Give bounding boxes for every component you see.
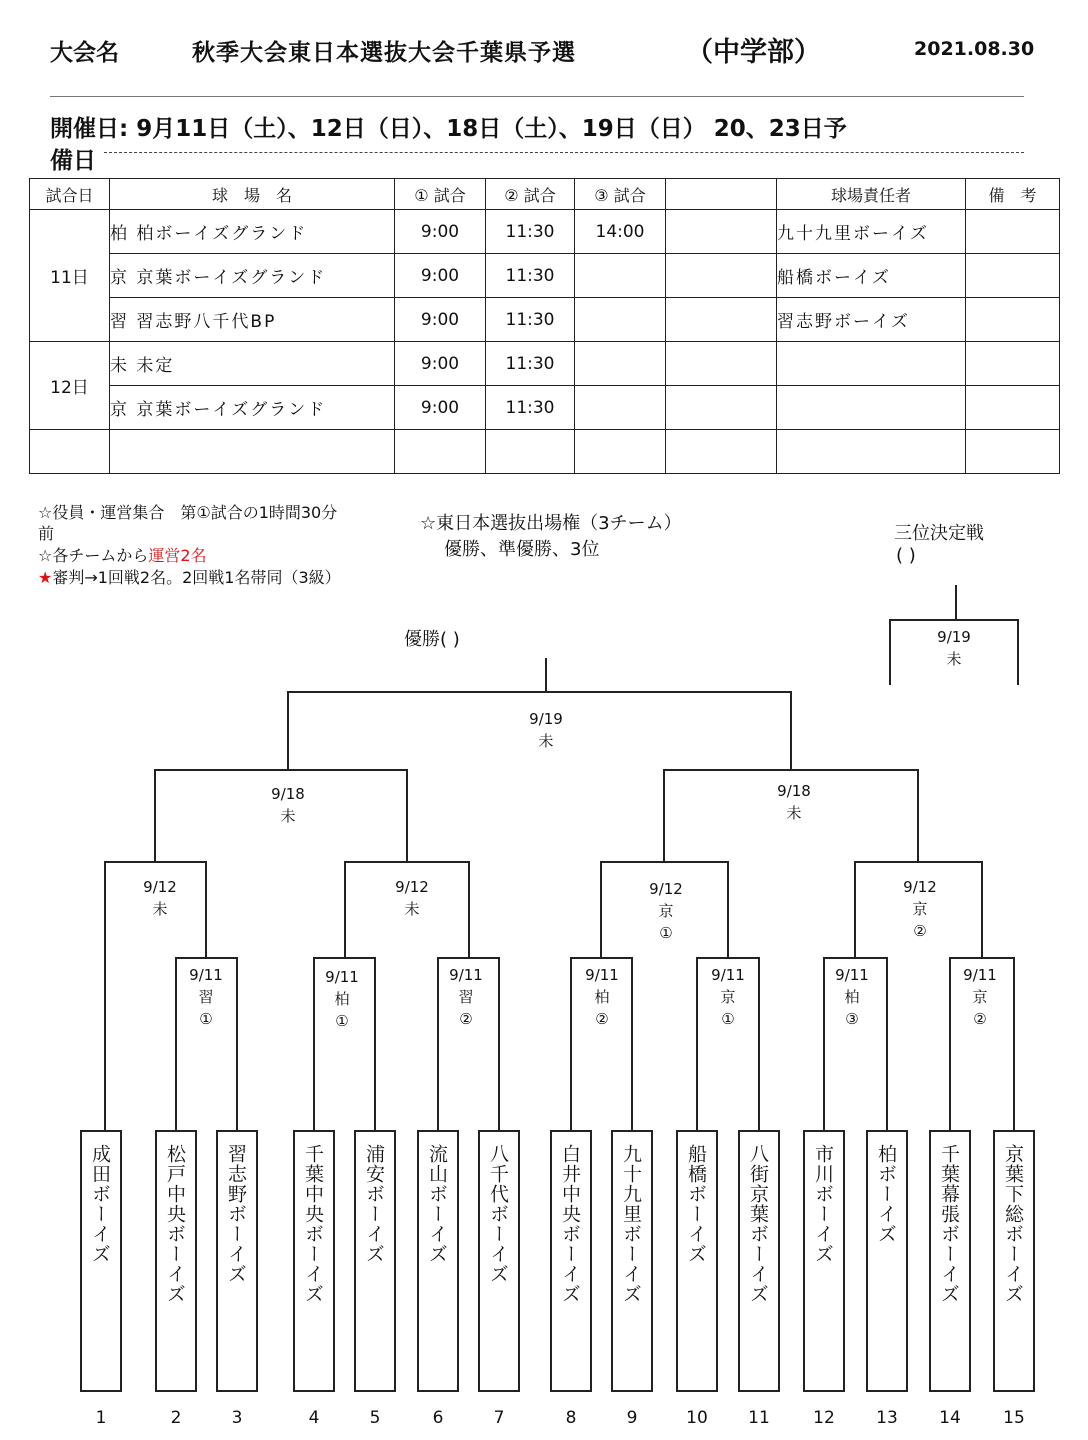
game2-cell: 11:30: [486, 298, 575, 342]
match-r1-c: 9/11 習 ②: [449, 966, 483, 1028]
match-third-place: 9/19 未: [937, 628, 971, 668]
team-number: 15: [1003, 1408, 1025, 1428]
match-r1-f: 9/11 柏 ③: [835, 966, 869, 1028]
match-r1-g: 9/11 京 ②: [963, 966, 997, 1028]
team-box: [993, 1130, 1035, 1392]
team-name: 成田ボーイズ: [89, 1144, 111, 1264]
team-box: [80, 1130, 122, 1392]
team-number: 8: [565, 1408, 577, 1428]
team-box: [216, 1130, 258, 1392]
match-r1-d: 9/11 柏 ②: [585, 966, 619, 1028]
match-qf1: 9/12 未: [143, 878, 177, 918]
team-box: [417, 1130, 459, 1392]
note-staff-meeting-cont: 前: [38, 524, 55, 543]
document-date: 2021.08.30: [914, 38, 1035, 60]
team-number: 2: [170, 1408, 182, 1428]
header-game1: ① 試合: [395, 179, 486, 210]
match-qf2: 9/12 未: [395, 878, 429, 918]
team-box: [611, 1130, 653, 1392]
team-number: 1: [95, 1408, 107, 1428]
event-dates-reserve: 備日: [50, 148, 96, 174]
header-venue: 球 場 名: [110, 179, 395, 210]
team-number: 7: [493, 1408, 505, 1428]
venue-cell: 京 京葉ボーイズグランド: [110, 254, 395, 298]
manager-cell: 習志野ボーイズ: [777, 298, 966, 342]
day-cell: 12日: [30, 342, 110, 430]
game2-cell: 11:30: [486, 386, 575, 430]
header-game2: ② 試合: [486, 179, 575, 210]
venue-cell: 未 未定: [110, 342, 395, 386]
game1-cell: 9:00: [395, 254, 486, 298]
division-label: （中学部）: [686, 37, 821, 68]
star-icon: ★: [38, 568, 53, 587]
game2-cell: 11:30: [486, 342, 575, 386]
team-box: [803, 1130, 845, 1392]
header-game3: ③ 試合: [575, 179, 666, 210]
team-name: 千葉中央ボーイズ: [302, 1144, 324, 1304]
event-dates: 開催日: 9月11日（土）、12日（日）、18日（土）、19日（日） 20、23日予: [50, 116, 847, 142]
team-number: 5: [369, 1408, 381, 1428]
match-qf4: 9/12 京 ②: [903, 878, 937, 940]
game1-cell: 9:00: [395, 210, 486, 254]
team-number: 9: [626, 1408, 638, 1428]
team-box: [550, 1130, 592, 1392]
game1-cell: 9:00: [395, 298, 486, 342]
team-number: 14: [939, 1408, 961, 1428]
note-staff-meeting: ☆役員・運営集合 第①試合の1時間30分: [38, 503, 338, 522]
note-umpires: ★審判→1回戦2名。2回戦1名帯同（3級）: [38, 568, 341, 587]
team-number: 12: [813, 1408, 835, 1428]
team-number: 6: [432, 1408, 444, 1428]
note-operations: ☆各チームから運営2名: [38, 546, 207, 565]
team-box: [478, 1130, 520, 1392]
match-qf3: 9/12 京 ①: [649, 880, 683, 942]
team-box: [929, 1130, 971, 1392]
team-name: 柏ボーイズ: [875, 1144, 897, 1244]
team-box: [866, 1130, 908, 1392]
game2-cell: 11:30: [486, 254, 575, 298]
team-box: [354, 1130, 396, 1392]
venue-cell: 柏 柏ボーイズグランド: [110, 210, 395, 254]
header-day: 試合日: [30, 179, 110, 210]
game2-cell: 11:30: [486, 210, 575, 254]
operations-count: 運営2名: [148, 546, 207, 565]
team-name: 九十九里ボーイズ: [620, 1144, 642, 1304]
team-name: 松戸中央ボーイズ: [164, 1144, 186, 1304]
third-place-winner: ( ): [896, 545, 916, 566]
champion-label: 優勝( ): [404, 629, 460, 650]
team-name: 流山ボーイズ: [426, 1144, 448, 1264]
match-semi-left: 9/18 未: [271, 785, 305, 825]
team-number: 4: [308, 1408, 320, 1428]
third-place-title: 三位決定戦: [894, 523, 984, 544]
team-number: 10: [686, 1408, 708, 1428]
tournament-label: 大会名: [50, 40, 119, 66]
team-name: 八街京葉ボーイズ: [747, 1144, 769, 1304]
team-box: [676, 1130, 718, 1392]
header-remarks: 備 考: [966, 179, 1060, 210]
header-manager: 球場責任者: [777, 179, 966, 210]
match-r1-e: 9/11 京 ①: [711, 966, 745, 1028]
team-name: 八千代ボーイズ: [487, 1144, 509, 1284]
game1-cell: 9:00: [395, 342, 486, 386]
manager-cell: 船橋ボーイズ: [777, 254, 966, 298]
team-box: [293, 1130, 335, 1392]
team-number: 3: [231, 1408, 243, 1428]
tournament-title: 秋季大会東日本選抜大会千葉県予選: [192, 40, 576, 66]
team-name: 市川ボーイズ: [812, 1144, 834, 1264]
team-name: 千葉幕張ボーイズ: [938, 1144, 960, 1304]
team-box: [738, 1130, 780, 1392]
venue-cell: 京 京葉ボーイズグランド: [110, 386, 395, 430]
team-name: 浦安ボーイズ: [363, 1144, 385, 1264]
match-semi-right: 9/18 未: [777, 782, 811, 822]
manager-cell: 九十九里ボーイズ: [777, 210, 966, 254]
day-cell: 11日: [30, 210, 110, 342]
match-r1-b: 9/11 柏 ①: [325, 968, 359, 1030]
qualification-note: ☆東日本選抜出場権（3チーム）: [420, 513, 682, 534]
team-box: [155, 1130, 197, 1392]
venue-cell: 習 習志野八千代BP: [110, 298, 395, 342]
qualification-ranks: 優勝、準優勝、3位: [444, 539, 600, 560]
game1-cell: 9:00: [395, 386, 486, 430]
team-name: 京葉下総ボーイズ: [1002, 1144, 1024, 1304]
team-name: 習志野ボーイズ: [225, 1144, 247, 1284]
team-number: 11: [748, 1408, 770, 1428]
match-final: 9/19 未: [529, 710, 563, 750]
match-r1-a: 9/11 習 ①: [189, 966, 223, 1028]
game3-cell: 14:00: [575, 210, 666, 254]
team-name: 白井中央ボーイズ: [559, 1144, 581, 1304]
team-name: 船橋ボーイズ: [685, 1144, 707, 1264]
team-number: 13: [876, 1408, 898, 1428]
